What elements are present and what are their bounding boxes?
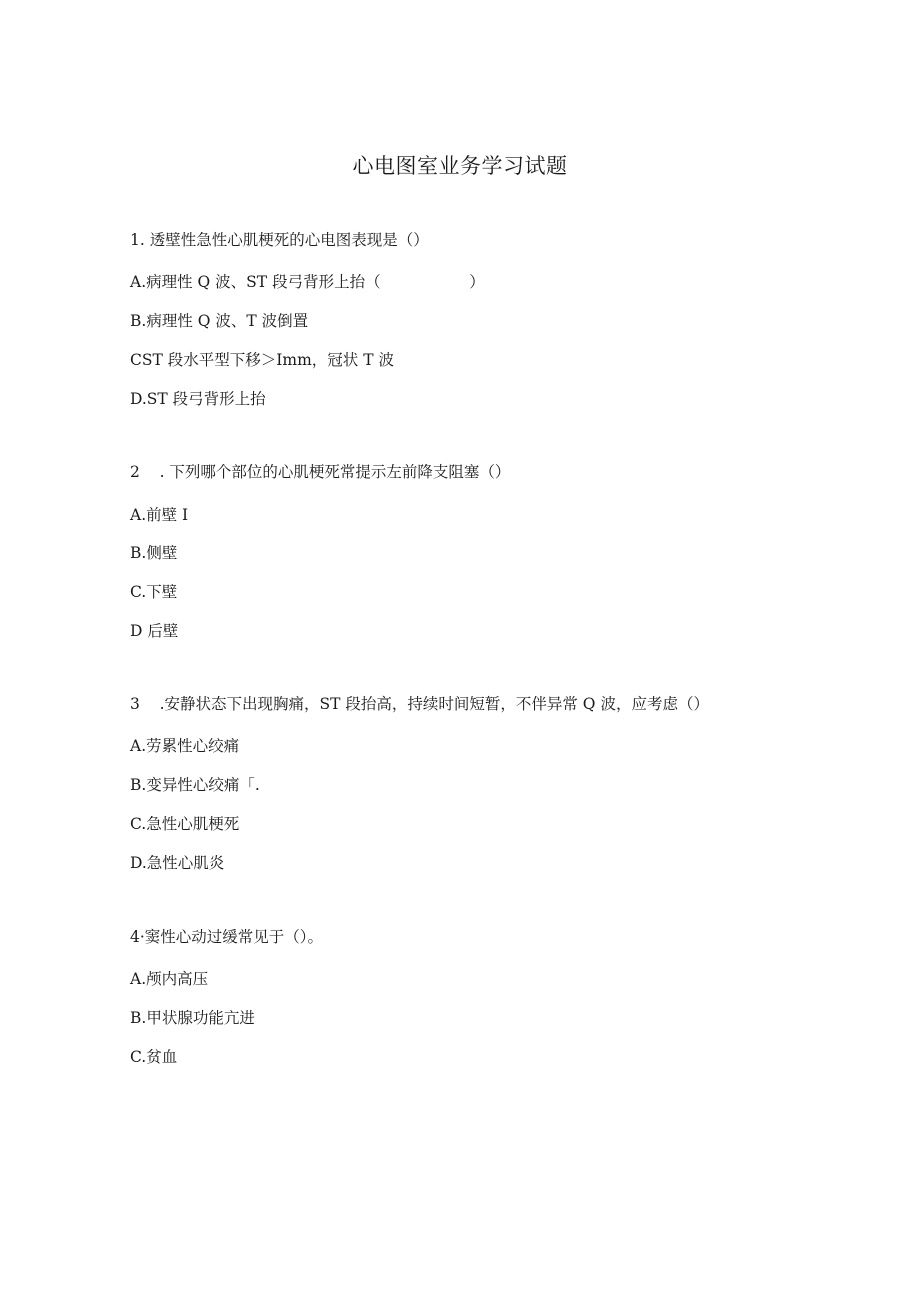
question-4-option-c: C.贫血 <box>130 1048 178 1066</box>
question-3-option-c: C.急性心肌梗死 <box>130 815 240 833</box>
question-4-stem: 4·窦性心动过缓常见于（）。 <box>130 928 324 946</box>
question-1-option-d: D.ST 段弓背形上抬 <box>130 390 266 408</box>
question-2-stem: 2 . 下列哪个部位的心肌梗死常提示左前降支阻塞（） <box>130 463 511 481</box>
question-3-stem: 3 .安静状态下出现胸痛，ST 段抬高，持续时间短暂，不伴异常 Q 波，应考虑（） <box>130 695 709 713</box>
question-4-option-b: B.甲状腺功能亢进 <box>130 1009 255 1027</box>
question-1-stem: 1. 透壁性急性心肌梗死的心电图表现是（） <box>130 231 429 249</box>
document-title: 心电图室业务学习试题 <box>352 154 568 178</box>
question-1-option-a: A.病理性 Q 波、ST 段弓背形上抬（ ） <box>130 273 485 291</box>
question-2-option-d: D 后壁 <box>130 622 179 640</box>
question-3-option-b: B.变异性心绞痛「. <box>130 776 260 794</box>
question-3-option-d: D.急性心肌炎 <box>130 854 225 872</box>
question-4-option-a: A.颅内高压 <box>130 970 209 988</box>
question-1-option-b: B.病理性 Q 波、T 波倒置 <box>130 312 309 330</box>
question-2-option-c: C.下壁 <box>130 583 178 601</box>
question-1-option-c: CST 段水平型下移＞Imm，冠状 T 波 <box>130 351 394 369</box>
question-2-option-b: B.侧壁 <box>130 544 178 562</box>
question-2-option-a: A.前壁 I <box>130 506 189 524</box>
question-3-option-a: A.劳累性心绞痛 <box>130 737 240 755</box>
